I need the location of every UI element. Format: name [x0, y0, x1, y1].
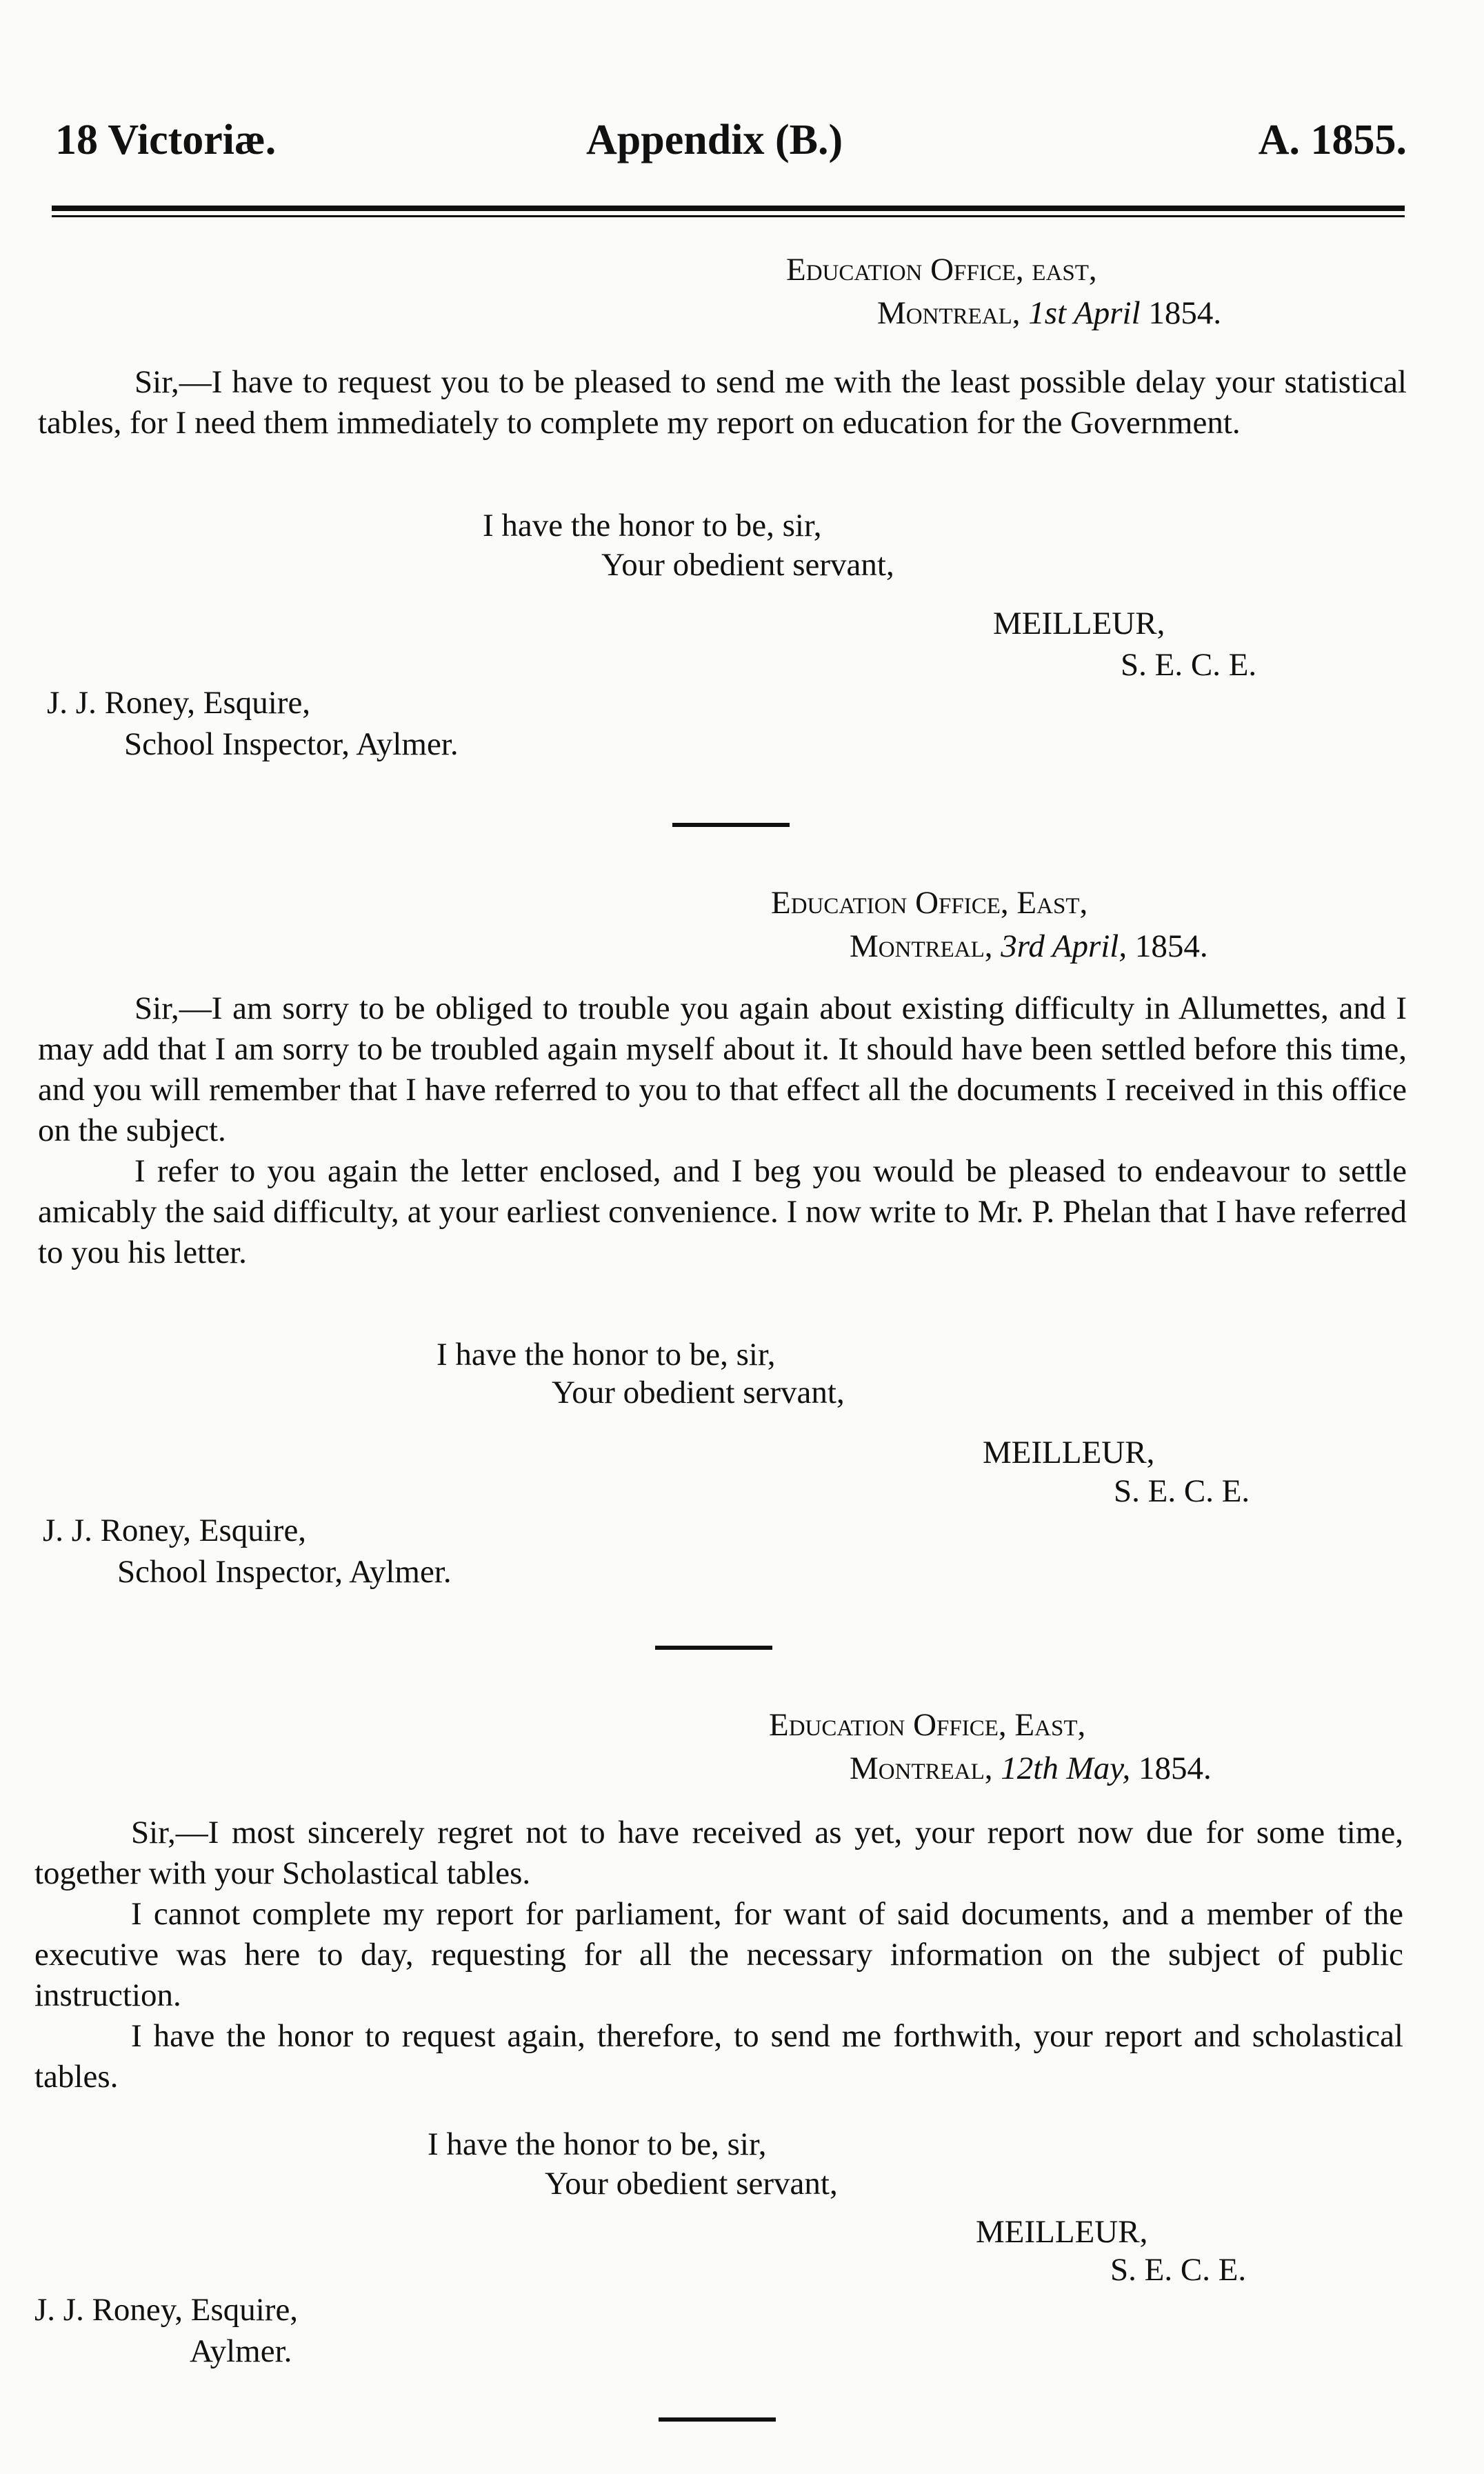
header-rule-thin — [52, 215, 1405, 217]
signature: MEILLEUR, — [983, 1435, 1155, 1470]
letter-paragraph: I have the honor to request again, therefore, to send me forthwith, your report and scholastical tables. — [34, 2018, 1403, 2095]
letter-date: 12th May, — [1001, 1750, 1131, 1786]
letter-separator — [659, 2417, 776, 2422]
closing-line: I have the honor to be, sir, — [428, 2126, 767, 2162]
signature: MEILLEUR, — [993, 606, 1165, 641]
letter-body — [38, 988, 1407, 1273]
addressee-name: J. J. Roney, Esquire, — [43, 1513, 307, 1548]
letter-paragraph: Sir,—I most sincerely regret not to have received as yet, your report now due for some time, together with your Scholastical tables. — [34, 1815, 1403, 1891]
closing-line: Your obedient servant, — [545, 2166, 838, 2202]
letter-place: Montreal, — [850, 928, 1001, 964]
letter-office: Education Office, East, — [771, 885, 1088, 921]
letter-body — [38, 362, 1407, 443]
letter-year: 1854. — [1140, 295, 1222, 331]
letter-paragraph: Sir,—I have to request you to be pleased to send me with the least possible delay your statistical tables, for I need them immediately to complete my report on education for the Government. — [38, 364, 1407, 441]
letter-separator — [655, 1646, 772, 1650]
addressee-name: J. J. Roney, Esquire, — [47, 685, 311, 721]
addressee-location: School Inspector, Aylmer. — [117, 1554, 452, 1590]
closing-line: I have the honor to be, sir, — [437, 1337, 776, 1373]
letter-date: 3rd April, — [1001, 928, 1127, 964]
signature-title: S. E. C. E. — [1114, 1473, 1250, 1509]
letter-body — [34, 1813, 1403, 2097]
appendix-label: Appendix (B.) — [586, 117, 843, 163]
letter-date: 1st April — [1028, 295, 1141, 331]
letter-paragraph: Sir,—I am sorry to be obliged to trouble you again about existing difficulty in Allumettes, and I may add that I am sorry to be troubled again myself about it. It should have been settled before this time, and you will remember that I have referred to you to that effect all the documents I received in this office on the subject. — [38, 990, 1407, 1148]
signature: MEILLEUR, — [976, 2214, 1148, 2250]
letter-paragraph: I refer to you again the letter enclosed, and I beg you would be pleased to endeavour to settle amicably the said difficulty, at your earliest convenience. I now write to Mr. P. Phelan that I have referred to you his letter. — [38, 1153, 1407, 1270]
year-label: A. 1855. — [1258, 117, 1407, 163]
letter-paragraph: I cannot complete my report for parliament, for want of said documents, and a member of the executive was here to day, requesting for all the necessary information on the subject of public instruction. — [34, 1896, 1403, 2013]
letter-dateline — [850, 926, 1208, 966]
letter-separator — [672, 823, 790, 827]
addressee-location: Aylmer. — [190, 2333, 292, 2369]
letter-dateline — [850, 1748, 1212, 1788]
letter-dateline — [877, 293, 1221, 333]
addressee-location: School Inspector, Aylmer. — [124, 726, 459, 762]
page-header — [55, 116, 1407, 178]
closing-line: Your obedient servant, — [552, 1375, 845, 1410]
letter-place: Montreal, — [877, 295, 1029, 331]
letter-place: Montreal, — [850, 1750, 1001, 1786]
addressee-name: J. J. Roney, Esquire, — [34, 2292, 299, 2328]
closing-line: I have the honor to be, sir, — [483, 508, 822, 543]
header-rule — [52, 206, 1405, 211]
signature-title: S. E. C. E. — [1121, 647, 1257, 683]
closing-line: Your obedient servant, — [601, 547, 894, 583]
letter-year: 1854. — [1127, 928, 1208, 964]
letter-office: Education Office, east, — [786, 252, 1097, 288]
session-label: 18 Victoriæ. — [55, 117, 277, 163]
letter-year: 1854. — [1130, 1750, 1212, 1786]
signature-title: S. E. C. E. — [1110, 2252, 1247, 2288]
letter-office: Education Office, East, — [769, 1707, 1086, 1743]
